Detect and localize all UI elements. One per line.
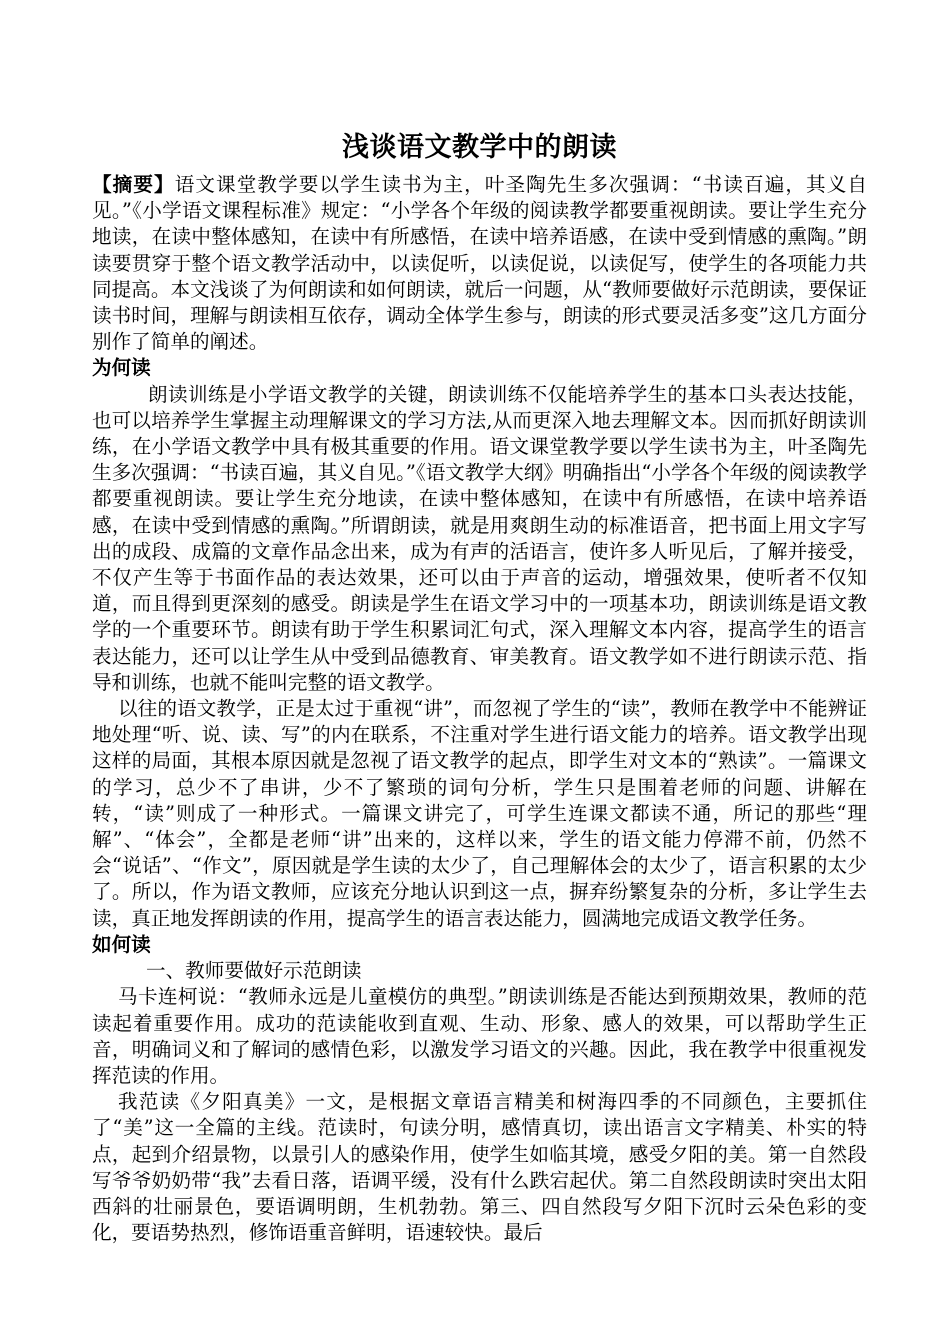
section-heading-how-read: 如何读	[92, 932, 151, 956]
abstract-paragraph	[92, 172, 867, 355]
abstract-label: 【摘要】	[92, 173, 175, 196]
abstract-text: 语文课堂教学要以学生读书为主，叶圣陶先生多次强调：“书读百遍，其义自见。”《小学语文课程标准》规定：“小学各个年级的阅读教学都要重视朗读。要让学生充分地读，在读中整体感知，在读中有所感悟，在读中培养语感，在读中受到情感的熏陶。”朗读要贯穿于整个语文教学活动中，以读促听，以读促说，以读促写，使学生的各项能力共同提高。本文浅谈了为何朗读和如何朗读，就后一问题，从“教师要做好示范朗读，要保证读书时间，理解与朗读相互依存，调动全体学生参与，朗读的形式要灵活多变”这几方面分别作了简单的阐述。	[92, 173, 867, 354]
document-title: 浅谈语文教学中的朗读	[342, 132, 617, 163]
section2-paragraph-2: 我范读《夕阳真美》一文，是根据文章语言精美和树海四季的不同颜色，主要抓住了“美”这一全篇的主线。范读时，句读分明，感情真切，读出语言文字精美、朴实的特点，起到介绍景物，以景引人的感染作用，使学生如临其境，感受夕阳的美。第一自然段写爷爷奶奶带“我”去看日落，语调平缓，没有什么跌宕起伏。第二自然段朗读时突出太阳西斜的壮丽景色，要语调明朗，生机勃勃。第三、四自然段写夕阳下沉时云朵色彩的变化，要语势热烈，修饰语重音鲜明，语速较快。最后	[92, 1090, 867, 1245]
section1-paragraph-2: 以往的语文教学，正是太过于重视“讲”，而忽视了学生的“读”，教师在教学中不能辨证地处理“听、说、读、写”的内在联系，不注重对学生进行语文能力的培养。语文教学出现这样的局面，其根本原因就是忽视了语文教学的起点，即学生对文本的“熟读”。一篇课文的学习，总少不了串讲，少不了繁琐的词句分析，学生只是围着老师的问题、讲解在转，“读”则成了一种形式。一篇课文讲完了，可学生连课文都读不通，所记的那些“理解”、“体会”，全都是老师“讲”出来的，这样以来，学生的语文能力停滞不前，仍然不会“说话”、“作文”，原因就是学生读的太少了，自己理解体会的太少了，语言积累的太少了。所以，作为语文教师，应该充分地认识到这一点，摒弃纷繁复杂的分析，多让学生去读，真正地发挥朗读的作用，提高学生的语言表达能力，圆满地完成语文教学任务。	[92, 697, 867, 930]
subheading-teacher-demo: 一、教师要做好示范朗读	[146, 959, 362, 983]
section1-paragraph-1: 朗读训练是小学语文教学的关键，朗读训练不仅能培养学生的基本口头表达技能，也可以培养学生掌握主动理解课文的学习方法,从而更深入地去理解文本。因而抓好朗读训练，在小学语文教学中具有极其重要的作用。语文课堂教学要以学生读书为主，叶圣陶先生多次强调：“书读百遍，其义自见。”《语文教学大纲》明确指出“小学各个年级的阅读教学都要重视朗读。要让学生充分地读，在读中整体感知，在读中有所感悟，在读中培养语感，在读中受到情感的熏陶。”所谓朗读，就是用爽朗生动的标准语音，把书面上用文字写出的成段、成篇的文章作品念出来，成为有声的活语言，使许多人听见后，了解并接受，不仅产生等于书面作品的表达效果，还可以由于声音的运动，增强效果，使听者不仅知道，而且得到更深刻的感受。朗读是学生在语文学习中的一项基本功，朗读训练是语文教学的一个重要环节。朗读有助于学生积累词汇句式，深入理解文本内容，提高学生的语言表达能力，还可以让学生从中受到品德教育、审美教育。语文教学如不进行朗读示范、指导和训练，也就不能叫完整的语文教学。	[92, 382, 867, 694]
section-heading-why-read: 为何读	[92, 356, 151, 380]
document-page	[92, 126, 867, 1246]
section2-paragraph-1: 马卡连柯说：“教师永远是儿童模仿的典型。”朗读训练是否能达到预期效果，教师的范读起着重要作用。成功的范读能收到直观、生动、形象、感人的效果，可以帮助学生正音，明确词义和了解词的感情色彩，以激发学习语文的兴趣。因此，我在教学中很重视发挥范读的作用。	[92, 985, 867, 1087]
